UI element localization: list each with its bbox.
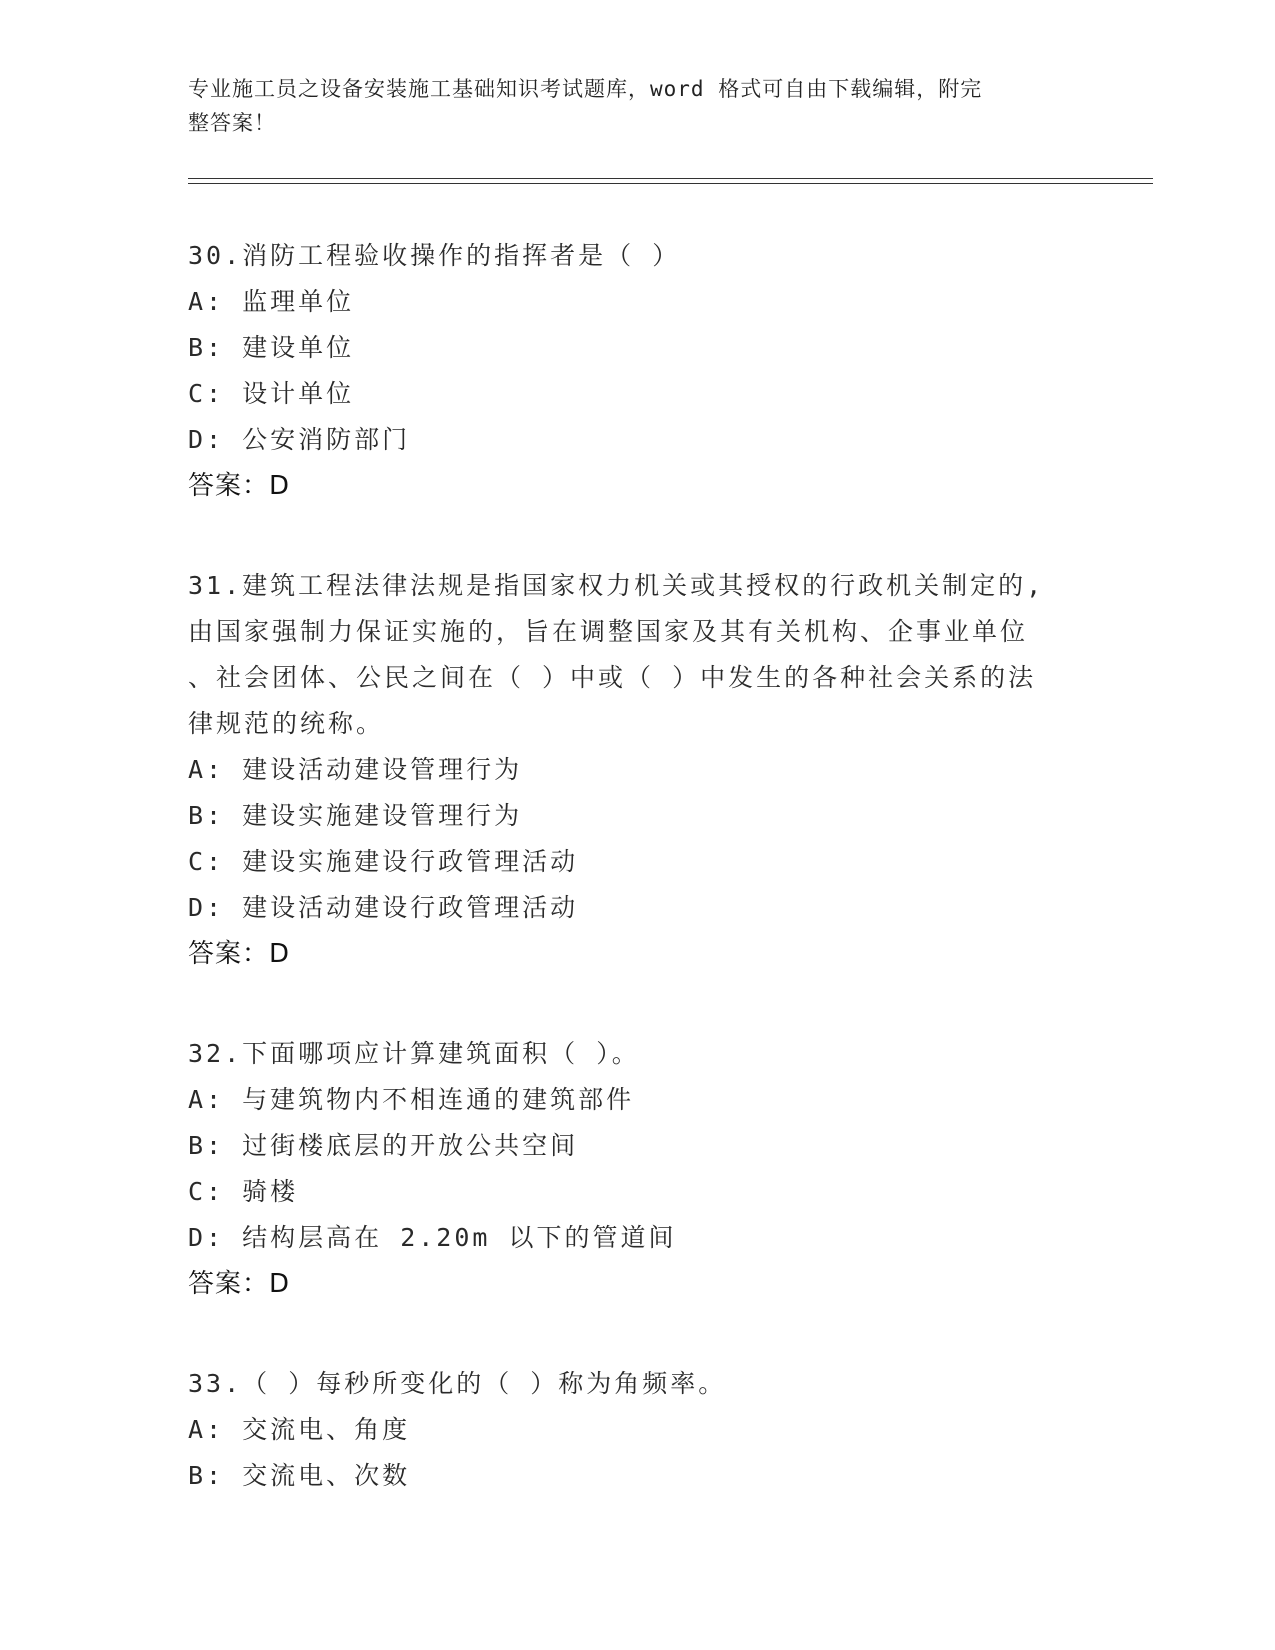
question-stem-line-1: 31.建筑工程法律法规是指国家权力机关或其授权的行政机关制定的, (188, 571, 1045, 600)
header-line-1: 专业施工员之设备安装施工基础知识考试题库，word 格式可自由下载编辑，附完 (188, 77, 983, 101)
answer-label: 答案：D (188, 471, 291, 501)
question-33 (188, 1361, 1088, 1499)
header-line-2: 整答案！ (188, 111, 276, 135)
option-a: A: 监理单位 (188, 287, 355, 316)
option-a: A: 与建筑物内不相连通的建筑部件 (188, 1085, 635, 1114)
option-d: D: 建设活动建设行政管理活动 (188, 893, 579, 922)
question-stem: 30.消防工程验收操作的指挥者是（ ） (188, 241, 681, 270)
question-30 (188, 233, 1088, 509)
option-c: C: 建设实施建设行政管理活动 (188, 847, 579, 876)
option-c: C: 设计单位 (188, 379, 355, 408)
option-b: B: 建设实施建设管理行为 (188, 801, 523, 830)
question-32 (188, 1031, 1088, 1307)
option-d: D: 结构层高在 2.20m 以下的管道间 (188, 1223, 677, 1252)
option-a: A: 交流电、角度 (188, 1415, 411, 1444)
question-stem-line-3: 、社会团体、公民之间在（ ）中或（ ）中发生的各种社会关系的法 (188, 663, 1037, 692)
question-stem: 33.（ ）每秒所变化的（ ）称为角频率。 (188, 1369, 727, 1398)
answer-label: 答案：D (188, 939, 291, 969)
option-a: A: 建设活动建设管理行为 (188, 755, 523, 784)
header-divider-top (188, 178, 1153, 179)
option-b: B: 过街楼底层的开放公共空间 (188, 1131, 579, 1160)
question-stem-line-2: 由国家强制力保证实施的，旨在调整国家及其有关机构、企事业单位 (188, 617, 1029, 646)
question-list (188, 233, 1088, 1553)
question-stem-line-4: 律规范的统称。 (188, 709, 385, 738)
header-divider-bottom (188, 183, 1153, 184)
option-b: B: 建设单位 (188, 333, 355, 362)
question-stem: 32.下面哪项应计算建筑面积（ ）。 (188, 1039, 640, 1068)
answer-label: 答案：D (188, 1269, 291, 1299)
question-31 (188, 563, 1088, 977)
option-d: D: 公安消防部门 (188, 425, 411, 454)
option-b: B: 交流电、次数 (188, 1461, 411, 1490)
document-header (188, 72, 1068, 140)
option-c: C: 骑楼 (188, 1177, 299, 1206)
